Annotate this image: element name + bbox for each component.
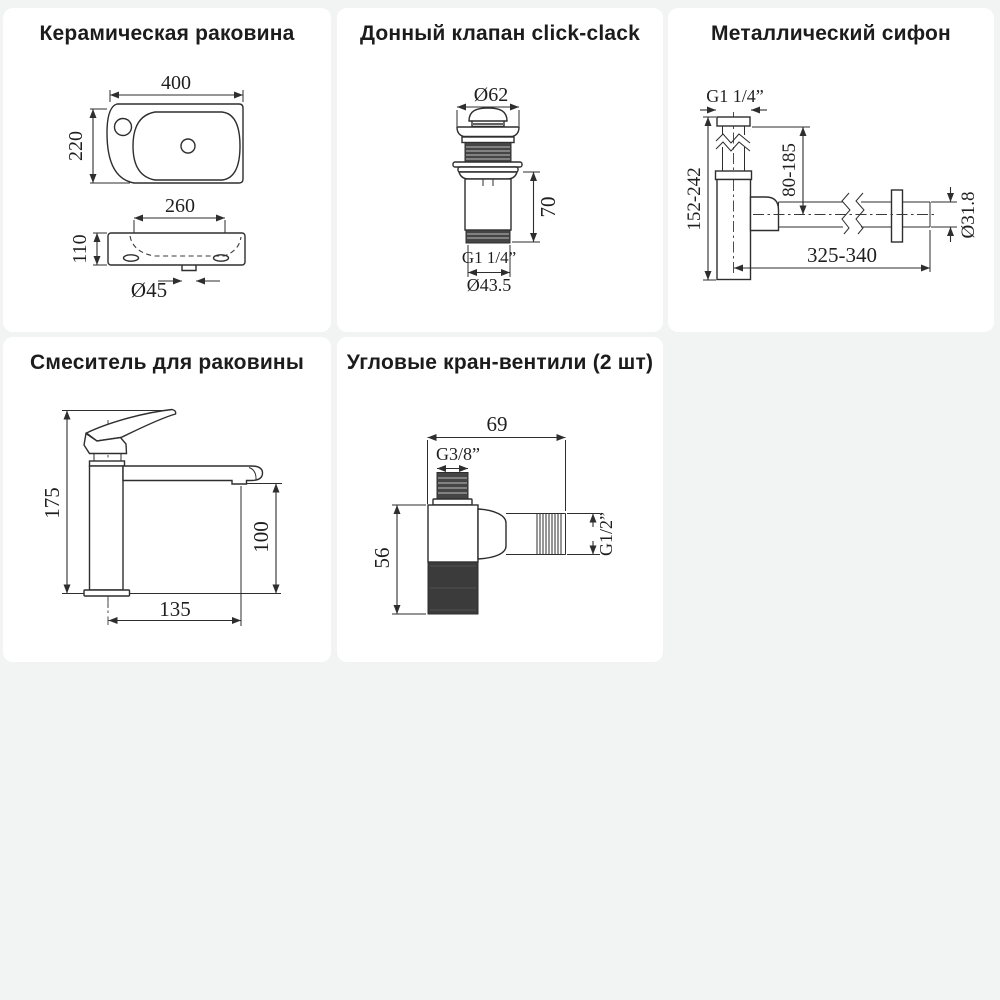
card-title-sink: Керамическая раковина	[39, 22, 295, 45]
sink-top-view	[107, 104, 243, 183]
sink-drawing	[3, 8, 331, 332]
sink-drain-label: Ø45	[130, 278, 168, 302]
mixer-height-label: 175	[40, 487, 64, 519]
mixer-drawing	[3, 337, 331, 662]
card-basin-mixer	[3, 337, 331, 662]
sink-width-label: 400	[161, 72, 191, 94]
sink-dim-width	[110, 72, 243, 102]
sink-mount-span-label: 260	[165, 195, 195, 217]
angle-valve-dim-height	[370, 505, 426, 614]
mixer-body	[84, 410, 263, 609]
mixer-handle	[87, 410, 176, 442]
valve-dim-thread	[462, 245, 516, 295]
siphon-inlet-thread-label: G1 1/4”	[706, 86, 764, 106]
mixer-base	[84, 590, 130, 596]
angle-valve-width-label: 69	[486, 412, 508, 436]
card-title-mixer: Смеситель для раковины	[30, 351, 304, 374]
mixer-dim-height	[40, 411, 67, 594]
valve-thread-diameter-label: Ø43.5	[466, 275, 512, 295]
card-angle-valves	[337, 337, 663, 662]
sink-depth-label: 220	[65, 131, 87, 161]
valve-cap-label: Ø62	[473, 84, 509, 106]
card-ceramic-sink	[3, 8, 331, 332]
angle-valve-height-label: 56	[370, 547, 394, 569]
valve-height-label: 70	[536, 196, 560, 218]
angle-valve-dim-inlet	[436, 444, 480, 469]
mixer-spout-reach-label: 135	[159, 597, 191, 621]
valve-dim-height	[512, 172, 560, 242]
mixer-spout-height-label: 100	[249, 521, 273, 553]
angle-valve-body	[428, 473, 566, 615]
siphon-wall-flange	[892, 190, 903, 242]
siphon-pipe-diameter-label: Ø31.8	[958, 191, 979, 239]
angle-valve-inlet-thread	[437, 473, 468, 500]
angle-valve-outlet-label: G1/2”	[596, 512, 616, 556]
card-metal-siphon	[668, 8, 994, 332]
sink-dim-height	[69, 233, 107, 265]
siphon-total-height-label: 152-242	[684, 167, 705, 231]
siphon-elbow	[751, 197, 779, 231]
card-click-clack-valve	[337, 8, 663, 332]
angle-valve-inlet-label: G3/8”	[436, 444, 480, 464]
valve-body	[453, 108, 522, 243]
valve-thread-label: G1 1/4”	[461, 248, 517, 267]
card-title-siphon: Металлический сифон	[711, 22, 951, 45]
siphon-drawing	[668, 8, 994, 332]
card-title-valve: Донный клапан click-clack	[359, 22, 640, 45]
siphon-length-label: 325-340	[807, 243, 877, 267]
mixer-dim-spout-reach	[108, 596, 241, 625]
card-title-angle-valves: Угловые кран-вентили (2 шт)	[346, 351, 654, 374]
valve-drawing	[337, 8, 663, 332]
siphon-dim-total-height	[684, 117, 716, 280]
pipe-break-symbol	[842, 193, 864, 234]
mixer-spout	[123, 466, 263, 484]
siphon-inlet-nut	[717, 117, 750, 126]
sink-front-view	[108, 233, 245, 271]
valve-lower-thread	[466, 230, 510, 243]
sink-dim-drain	[131, 278, 220, 302]
mixer-dim-spout-height	[249, 484, 276, 594]
siphon-inlet-height-label: 80-185	[779, 143, 800, 197]
angle-valve-drawing	[337, 337, 663, 662]
siphon-dim-pipe-diameter	[931, 187, 979, 242]
angle-valve-dim-outlet	[567, 512, 616, 556]
siphon-dim-inlet-thread	[700, 86, 767, 110]
sink-drain-stub	[182, 265, 196, 271]
sink-height-label: 110	[69, 234, 91, 264]
